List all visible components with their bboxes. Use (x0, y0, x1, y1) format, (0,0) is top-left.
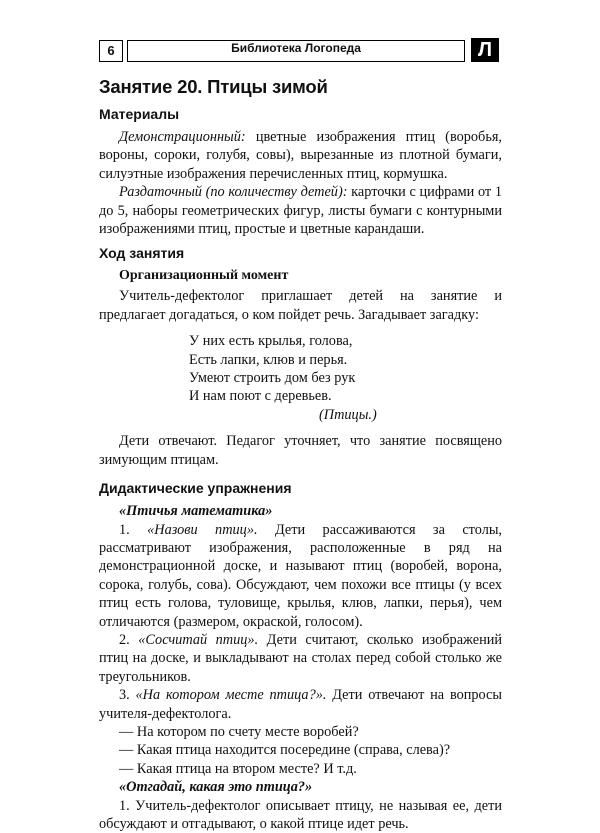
course-heading: Ход занятия (99, 245, 185, 262)
exercise-3-number: 3. (119, 687, 136, 704)
exercise-1-name: «Назови птиц». (147, 521, 258, 538)
guess-heading: «Отгадай, какая это птица?» (119, 779, 313, 796)
running-header (99, 40, 499, 62)
poem-line: У них есть крылья, голова, (189, 333, 353, 350)
poem-line: Есть лапки, клюв и перья. (189, 351, 348, 368)
poem-line: И нам поют с деревьев. (189, 388, 332, 405)
exercise-1-text: Дети рассаживаются за столы, рассматривают изображения, расположенные в ряд на демонстрационной доске, и называют птиц (воробей, ворона, сорока, голубь, сова). Обсуждают, чем похожи все птицы (у всех птиц есть голова, туловище, крылья, клюв, лапки, перья), чем отличаются (размером, окраской, голосом). (99, 521, 503, 630)
materials-handout (99, 183, 502, 238)
handout-label: Раздаточный (по количеству детей): (119, 184, 348, 201)
exercise-2-number: 2. (119, 631, 139, 648)
exercise-2 (99, 631, 502, 686)
exercise-2-text: Дети считают, сколько изображений птиц на доске, и выкладывают на столах перед собой столько же треугольников. (99, 631, 503, 685)
page-number: 6 (99, 40, 123, 62)
exercise-2-name: «Сосчитай птиц». (138, 631, 259, 648)
materials-demo (99, 128, 502, 183)
question-line: — На котором по счету месте воробей? (119, 723, 359, 740)
handout-text: карточки с цифрами от 1 до 5, наборы геометрических фигур, листы бумаги с контурными изображениями птиц, простые и цветные карандаши. (99, 184, 503, 238)
lesson-title: Занятие 20. Птицы зимой (99, 76, 328, 97)
after-poem-text: Дети отвечают. Педагог уточняет, что занятие посвящено зимующим птицам. (99, 433, 502, 468)
header-bar (127, 40, 465, 62)
poem-line: Умеют строить дом без рук (189, 370, 356, 387)
poem-answer: (Птицы.) (319, 406, 377, 423)
org-text: Учитель-дефектолог приглашает детей на занятие и предлагает догадаться, о ком пойдет речь. Загадывает загадку: (99, 288, 502, 323)
materials-heading: Материалы (99, 106, 180, 122)
exercise-1-number: 1. (119, 521, 148, 538)
exercise-3 (99, 686, 502, 723)
exercise-1 (99, 521, 502, 631)
exercise-3-name: «На котором месте птица?». (135, 687, 327, 704)
demo-text: цветные изображения птиц (воробья, вороны, сороки, голубя, совы), вырезанные из плотной бумаги, силуэтные изображения перечисленных птиц, кормушка. (99, 129, 502, 182)
question-line: — Какая птица находится посередине (справа, слева)? (119, 742, 451, 759)
question-line: — Какая птица на втором месте? И т.д. (119, 760, 357, 777)
demo-label: Демонстрационный: (119, 129, 246, 145)
page-body (99, 76, 502, 833)
exercises-heading: Дидактические упражнения (99, 480, 292, 497)
riddle-poem (189, 332, 502, 424)
org-heading: Организационный момент (119, 268, 289, 284)
exercise-3-text: Дети отвечают на вопросы учителя-дефектолога. (99, 687, 503, 722)
math-heading: «Птичья математика» (119, 503, 273, 520)
guess-text: 1. Учитель-дефектолог описывает птицу, не называя ее, дети обсуждают и отгадывают, о какой птице идет речь. (99, 797, 502, 832)
logo-badge: Л (471, 38, 499, 62)
book-title: Библиотека Логопеда (231, 41, 361, 55)
